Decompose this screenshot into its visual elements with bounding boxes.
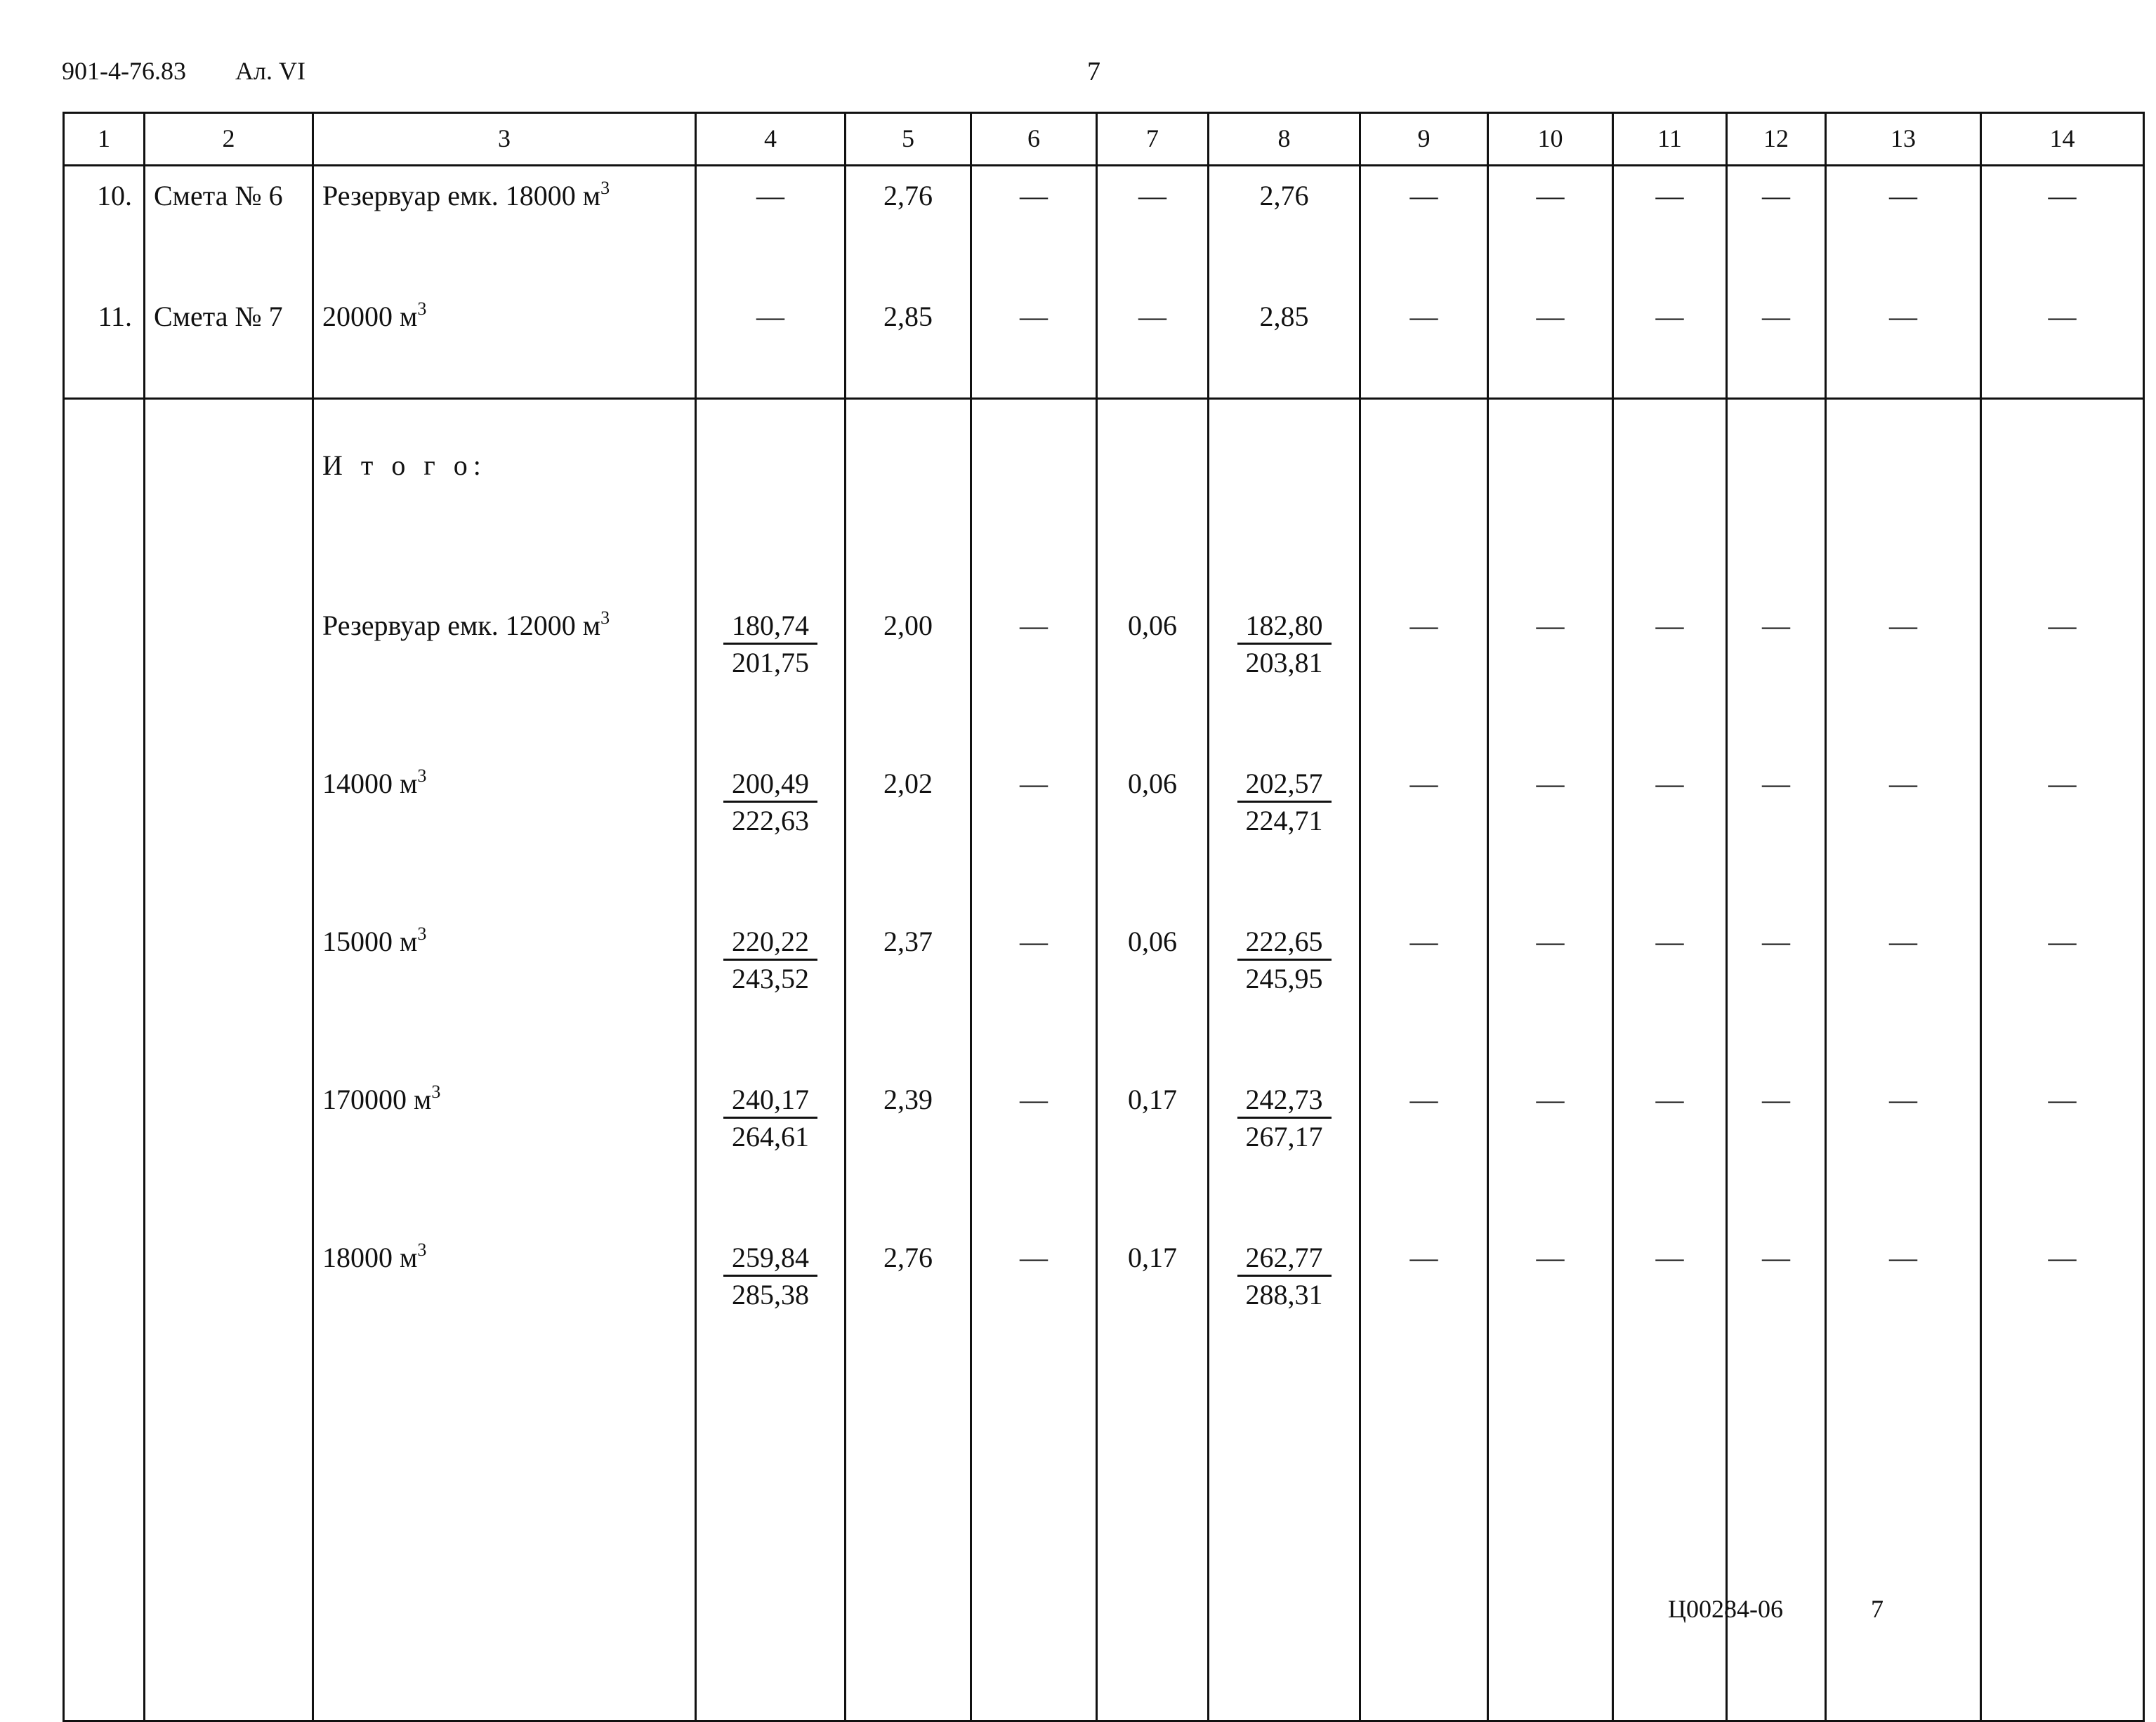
row-number: 11. bbox=[64, 287, 145, 399]
cell-c10: — bbox=[1488, 596, 1613, 754]
cell-c5: 2,37 bbox=[846, 912, 971, 1070]
cell-c4-fraction: $\frac{220,22}{243,52}$ bbox=[696, 912, 846, 1070]
cell-c11: — bbox=[1613, 912, 1727, 1070]
col-header-5: 5 bbox=[846, 113, 971, 166]
cell-c11: — bbox=[1613, 287, 1727, 399]
totals-row bbox=[64, 912, 2144, 1070]
cell-c7: 0,17 bbox=[1097, 1070, 1209, 1228]
cell-c7: — bbox=[1097, 166, 1209, 288]
table-row bbox=[64, 166, 2144, 288]
cell-c12: — bbox=[1727, 754, 1826, 912]
column-header-row bbox=[64, 113, 2144, 166]
cell-c12: — bbox=[1727, 287, 1826, 399]
cell-c8: 2,85 bbox=[1209, 287, 1360, 399]
cell-c4: — bbox=[696, 287, 846, 399]
cell-c7: — bbox=[1097, 287, 1209, 399]
cell-c14: — bbox=[1981, 912, 2144, 1070]
cell-c10: — bbox=[1488, 754, 1613, 912]
totals-row bbox=[64, 754, 2144, 912]
cell-c8-fraction: $\frac{202,57}{224,71}$ bbox=[1209, 754, 1360, 912]
cell-c11: — bbox=[1613, 1228, 1727, 1386]
cell-c13: — bbox=[1826, 287, 1981, 399]
cell-c13: — bbox=[1826, 1070, 1981, 1228]
cell-c9: — bbox=[1360, 754, 1488, 912]
cell-c10: — bbox=[1488, 166, 1613, 288]
cell-c9: — bbox=[1360, 1228, 1488, 1386]
cell-c4: — bbox=[696, 166, 846, 288]
cell-c11: — bbox=[1613, 754, 1727, 912]
footer-code: Ц00284-06 bbox=[1668, 1595, 1783, 1623]
cell-c6: — bbox=[971, 166, 1097, 288]
cell-c6: — bbox=[971, 754, 1097, 912]
cell-c14: — bbox=[1981, 1228, 2144, 1386]
cell-c5: 2,00 bbox=[846, 596, 971, 754]
cell-c7: 0,06 bbox=[1097, 754, 1209, 912]
cell-c13: — bbox=[1826, 596, 1981, 754]
cell-c13: — bbox=[1826, 754, 1981, 912]
col-header-9: 9 bbox=[1360, 113, 1488, 166]
cell-c4-fraction: $\frac{180,74}{201,75}$ bbox=[696, 596, 846, 754]
cell-c6: — bbox=[971, 287, 1097, 399]
table-bottom-spacer bbox=[64, 1386, 2144, 1721]
cell-c8-fraction: $\frac{222,65}{245,95}$ bbox=[1209, 912, 1360, 1070]
cell-c14: — bbox=[1981, 1070, 2144, 1228]
totals-row bbox=[64, 596, 2144, 754]
item-name: 14000 $м^3$ bbox=[313, 754, 696, 912]
item-name: 15000 $м^3$ bbox=[313, 912, 696, 1070]
totals-row bbox=[64, 1070, 2144, 1228]
col-header-2: 2 bbox=[145, 113, 313, 166]
col-header-10: 10 bbox=[1488, 113, 1613, 166]
cell-c10: — bbox=[1488, 1228, 1613, 1386]
cell-c11: — bbox=[1613, 596, 1727, 754]
col-header-7: 7 bbox=[1097, 113, 1209, 166]
cell-c5: 2,39 bbox=[846, 1070, 971, 1228]
estimate-ref: Смета № 7 bbox=[145, 287, 313, 399]
col-header-14: 14 bbox=[1981, 113, 2144, 166]
cell-c13: — bbox=[1826, 912, 1981, 1070]
totals-heading: И т о г о: bbox=[313, 399, 696, 597]
cost-table bbox=[63, 112, 2145, 1722]
cell-c8-fraction: $\frac{242,73}{267,17}$ bbox=[1209, 1070, 1360, 1228]
cell-c10: — bbox=[1488, 1070, 1613, 1228]
col-header-3: 3 bbox=[313, 113, 696, 166]
item-name: 170000 $м^3$ bbox=[313, 1070, 696, 1228]
col-header-4: 4 bbox=[696, 113, 846, 166]
cell-c12: — bbox=[1727, 166, 1826, 288]
cell-c10: — bbox=[1488, 287, 1613, 399]
cell-c9: — bbox=[1360, 596, 1488, 754]
item-name: Резервуар емк. 12000 $м^3$ bbox=[313, 596, 696, 754]
cell-c9: — bbox=[1360, 1070, 1488, 1228]
item-name: 20000 $м^3$ bbox=[313, 287, 696, 399]
cell-c5: 2,76 bbox=[846, 166, 971, 288]
cell-c13: — bbox=[1826, 1228, 1981, 1386]
cell-c12: — bbox=[1727, 596, 1826, 754]
col-header-12: 12 bbox=[1727, 113, 1826, 166]
col-header-11: 11 bbox=[1613, 113, 1727, 166]
col-header-1: 1 bbox=[64, 113, 145, 166]
cell-c4-fraction: $\frac{259,84}{285,38}$ bbox=[696, 1228, 846, 1386]
cell-c6: — bbox=[971, 596, 1097, 754]
cell-c7: 0,06 bbox=[1097, 596, 1209, 754]
cell-c9: — bbox=[1360, 166, 1488, 288]
totals-heading-row bbox=[64, 399, 2144, 597]
cell-c14: — bbox=[1981, 166, 2144, 288]
cell-c8: 2,76 bbox=[1209, 166, 1360, 288]
page-number-top: 7 bbox=[1087, 57, 1100, 86]
col-header-13: 13 bbox=[1826, 113, 1981, 166]
cell-c9: — bbox=[1360, 912, 1488, 1070]
cell-c14: — bbox=[1981, 596, 2144, 754]
cell-c14: — bbox=[1981, 287, 2144, 399]
cell-c9: — bbox=[1360, 287, 1488, 399]
cell-c5: 2,76 bbox=[846, 1228, 971, 1386]
row-number: 10. bbox=[64, 166, 145, 288]
col-header-6: 6 bbox=[971, 113, 1097, 166]
album-label: Ал. VI bbox=[235, 57, 305, 85]
cell-c11: — bbox=[1613, 166, 1727, 288]
cell-c4-fraction: $\frac{240,17}{264,61}$ bbox=[696, 1070, 846, 1228]
cell-c12: — bbox=[1727, 1070, 1826, 1228]
cell-c8-fraction: $\frac{182,80}{203,81}$ bbox=[1209, 596, 1360, 754]
cell-c8-fraction: $\frac{262,77}{288,31}$ bbox=[1209, 1228, 1360, 1386]
item-name: 18000 $м^3$ bbox=[313, 1228, 696, 1386]
estimate-ref: Смета № 6 bbox=[145, 166, 313, 288]
table-row bbox=[64, 287, 2144, 399]
cell-c12: — bbox=[1727, 912, 1826, 1070]
cell-c5: 2,02 bbox=[846, 754, 971, 912]
item-name: Резервуар емк. 18000 $м^3$ bbox=[313, 166, 696, 288]
cell-c4-fraction: $\frac{200,49}{222,63}$ bbox=[696, 754, 846, 912]
cell-c6: — bbox=[971, 912, 1097, 1070]
page-number-bottom: 7 bbox=[1871, 1595, 1884, 1623]
document-number: 901-4-76.83 bbox=[62, 57, 186, 85]
cell-c14: — bbox=[1981, 754, 2144, 912]
cell-c11: — bbox=[1613, 1070, 1727, 1228]
cell-c7: 0,06 bbox=[1097, 912, 1209, 1070]
cell-c6: — bbox=[971, 1228, 1097, 1386]
cell-c13: — bbox=[1826, 166, 1981, 288]
cell-c6: — bbox=[971, 1070, 1097, 1228]
col-header-8: 8 bbox=[1209, 113, 1360, 166]
cell-c10: — bbox=[1488, 912, 1613, 1070]
cell-c12: — bbox=[1727, 1228, 1826, 1386]
totals-row bbox=[64, 1228, 2144, 1386]
cell-c7: 0,17 bbox=[1097, 1228, 1209, 1386]
cell-c5: 2,85 bbox=[846, 287, 971, 399]
